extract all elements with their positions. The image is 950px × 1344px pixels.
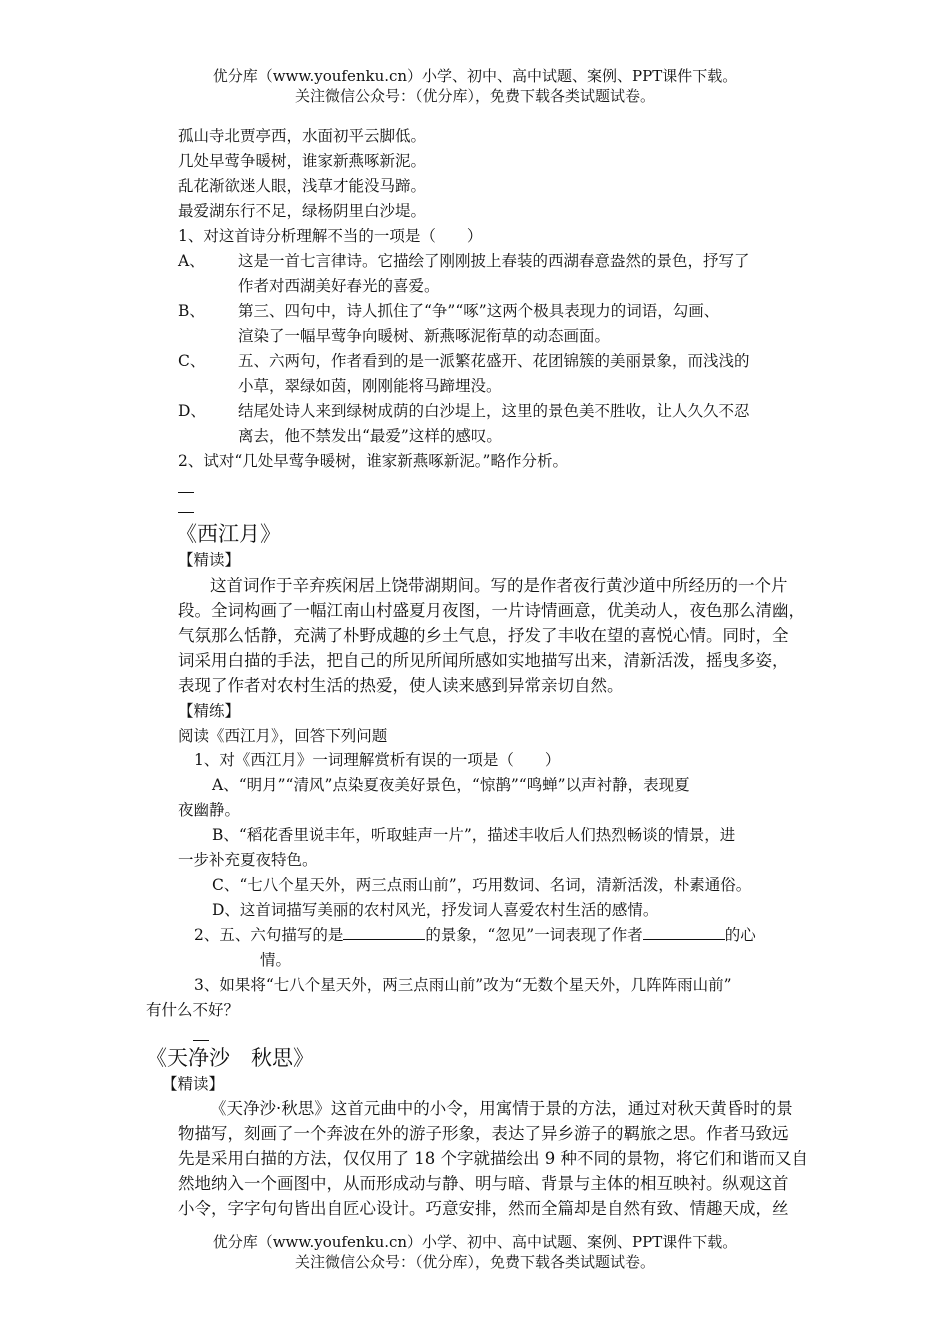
option-d-line-1: 结尾处诗人来到绿树成荫的白沙堤上，这里的景色美不胜收，让人久久不忍 [238, 402, 750, 420]
tianjingsha-para-line-2: 物描写，刻画了一个奔波在外的游子形象，表达了异乡游子的羁旅之思。作者马致远 [178, 1124, 789, 1143]
xijiangyue-question-2-cont: 情。 [260, 951, 292, 969]
tianjingsha-jingdu-label: 【精读】 [162, 1075, 225, 1093]
xijiangyue-title: 《西江月》 [176, 522, 281, 546]
answer-blank-1[interactable] [343, 925, 425, 940]
xijiangyue-question-3-line-1: 3、如果将“七八个星天外，两三点雨山前”改为“无数个星天外，几阵阵雨山前” [194, 976, 732, 994]
answer-dash-2 [178, 512, 194, 513]
q2-part-b: 的景象，“忽见”一词表现了作者 [425, 926, 643, 944]
xijiangyue-option-b-line-1: B、“稻花香里说丰年，听取蛙声一片”，描述丰收后人们热烈畅谈的情景，进 [212, 826, 736, 844]
xijiangyue-option-d: D、这首词描写美丽的农村风光，抒发词人喜爱农村生活的感情。 [212, 901, 659, 919]
tianjingsha-para-line-1: 《天净沙·秋思》这首元曲中的小令，用寓情于景的方法，通过对秋天黄昏时的景 [210, 1099, 793, 1118]
poem-line-1: 孤山寺北贾亭西，水面初平云脚低。 [178, 127, 427, 145]
answer-blank-2[interactable] [643, 925, 725, 940]
option-c-line-1: 五、六两句，作者看到的是一派繁花盛开、花团锦簇的美丽景象，而浅浅的 [238, 352, 750, 370]
poem-line-4: 最爱湖东行不足，绿杨阴里白沙堤。 [178, 202, 427, 220]
option-b-line-2: 渲染了一幅早莺争向暖树、新燕啄泥衔草的动态画面。 [238, 327, 611, 345]
option-d-line-2: 离去，他不禁发出“最爱”这样的感叹。 [238, 427, 502, 445]
poem-line-2: 几处早莺争暖树，谁家新燕啄新泥。 [178, 152, 427, 170]
xijiangyue-jinglian-label: 【精练】 [178, 702, 241, 720]
option-d-letter: D、 [178, 402, 206, 420]
xijiangyue-question-2 [194, 923, 756, 947]
tianjingsha-para-line-5: 小令，字字句句皆出自匠心设计。巧意安排，然而全篇却是自然有致、情趣天成，丝 [178, 1199, 789, 1218]
xijiangyue-option-a-line-1: A、“明月”“清风”点染夏夜美好景色，“惊鹊”“鸣蝉”以声衬静，表现夏 [212, 776, 690, 794]
xijiangyue-option-b-line-2: 一步补充夏夜特色。 [178, 851, 318, 869]
xijiangyue-question-3-line-2: 有什么不好？ [146, 1001, 240, 1019]
option-a-letter: A、 [178, 252, 205, 270]
option-c-line-2: 小草，翠绿如茵，刚刚能将马蹄埋没。 [238, 377, 502, 395]
poem1-question-1: 1、对这首诗分析理解不当的一项是（ ） [178, 227, 483, 245]
answer-dash-3 [193, 1040, 209, 1041]
header-line-1: 优分库（www.youfenku.cn）小学、初中、高中试题、案例、PPT课件下载。 [212, 67, 738, 85]
answer-dash-1 [178, 492, 194, 493]
footer-line-1: 优分库（www.youfenku.cn）小学、初中、高中试题、案例、PPT课件下载。 [212, 1233, 738, 1251]
q2-part-a: 2、五、六句描写的是 [194, 926, 344, 944]
option-b-letter: B、 [178, 302, 205, 320]
poem-line-3: 乱花渐欲迷人眼，浅草才能没马蹄。 [178, 177, 427, 195]
xijiangyue-para-line-1: 这首词作于辛弃疾闲居上饶带湖期间。写的是作者夜行黄沙道中所经历的一个片 [210, 576, 788, 595]
xijiangyue-option-a-line-2: 夜幽静。 [178, 801, 241, 819]
header-line-2: 关注微信公众号：（优分库），免费下载各类试题试卷。 [294, 87, 655, 105]
footer-line-2: 关注微信公众号：（优分库），免费下载各类试题试卷。 [294, 1253, 655, 1271]
option-a-line-2: 作者对西湖美好春光的喜爱。 [238, 277, 440, 295]
option-a-line-1: 这是一首七言律诗。它描绘了刚刚披上春装的西湖春意盎然的景色，抒写了 [238, 252, 750, 270]
poem1-question-2: 2、试对“几处早莺争暖树，谁家新燕啄新泥。”略作分析。 [178, 452, 568, 470]
option-b-line-1: 第三、四句中，诗人抓住了“争”“啄”这两个极具表现力的词语，勾画、 [238, 302, 720, 320]
xijiangyue-para-line-2: 段。全词构画了一幅江南山村盛夏月夜图，一片诗情画意，优美动人，夜色那么清幽， [178, 601, 805, 620]
xijiangyue-para-line-4: 词采用白描的手法，把自己的所见所闻所感如实地描写出来，清新活泼，摇曳多姿， [178, 651, 789, 670]
xijiangyue-question-1: 1、对《西江月》一词理解赏析有误的一项是（ ） [194, 751, 561, 769]
xijiangyue-para-line-3: 气氛那么恬静，充满了朴野成趣的乡土气息，抒发了丰收在望的喜悦心情。同时，全 [178, 626, 789, 645]
xijiangyue-option-c: C、“七八个星天外，两三点雨山前”，巧用数词、名词，清新活泼，朴素通俗。 [212, 876, 752, 894]
q2-part-c: 的心 [724, 926, 756, 944]
tianjingsha-title: 《天净沙 秋思》 [146, 1046, 314, 1070]
tianjingsha-para-line-4: 然地纳入一个画图中，从而形成动与静、明与暗、背景与主体的相互映衬。纵观这首 [178, 1174, 789, 1193]
xijiangyue-para-line-5: 表现了作者对农村生活的热爱，使人读来感到异常亲切自然。 [178, 676, 624, 695]
xijiangyue-instruction: 阅读《西江月》，回答下列问题 [178, 727, 388, 745]
xijiangyue-jingdu-label: 【精读】 [178, 551, 241, 569]
tianjingsha-para-line-3: 先是采用白描的方法，仅仅用了 18 个字就描绘出 9 种不同的景物，将它们和谐而又自 [178, 1149, 808, 1168]
option-c-letter: C、 [178, 352, 206, 370]
